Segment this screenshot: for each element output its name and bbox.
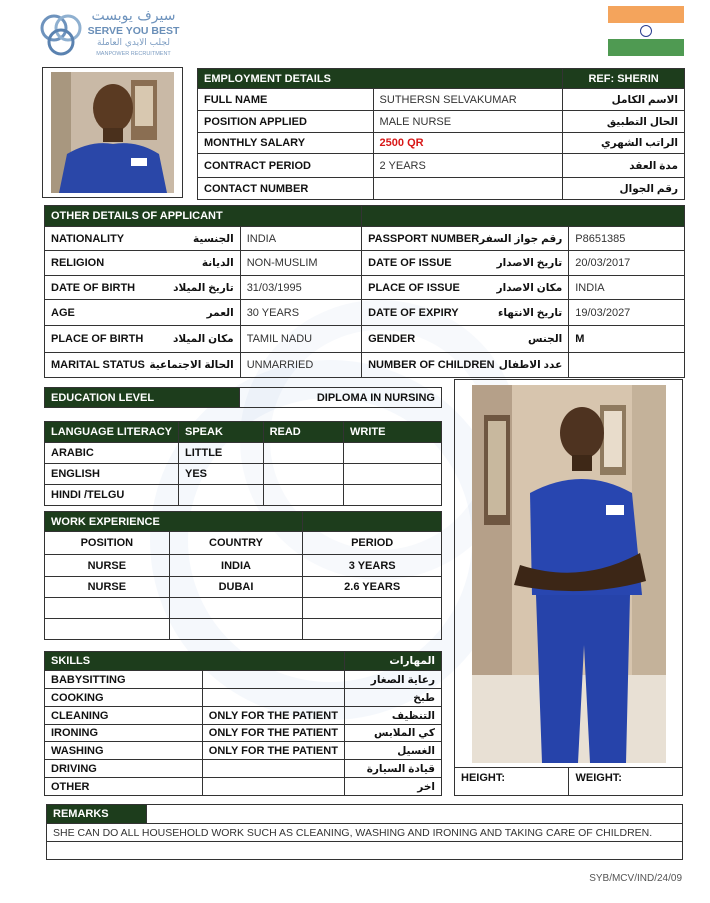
issue-date-value: 20/03/2017 xyxy=(569,251,685,276)
issue-place-label: PLACE OF ISSUE xyxy=(368,281,460,294)
speak-level: YES xyxy=(179,464,264,485)
language-header: LANGUAGE LITERACY xyxy=(45,422,179,443)
full-name-ar: الاسم الكامل xyxy=(563,89,685,111)
dob-ar: تاريخ الميلاد xyxy=(173,281,234,294)
skill-label: DRIVING xyxy=(45,760,203,778)
skill-ar: طبخ xyxy=(344,689,441,707)
physical-table xyxy=(454,767,683,796)
children-label: NUMBER OF CHILDREN xyxy=(368,359,495,371)
children-value xyxy=(569,353,685,378)
other-details-table xyxy=(44,205,685,378)
remarks-text: SHE CAN DO ALL HOUSEHOLD WORK SUCH AS CLEANING, WASHING AND IRONING AND TAKING CARE OF CHILDREN. xyxy=(47,824,683,842)
remarks-header: REMARKS xyxy=(47,805,147,824)
salary-ar: الراتب الشهري xyxy=(563,133,685,154)
language-name: ENGLISH xyxy=(45,464,179,485)
applicant-photo-large xyxy=(454,379,683,768)
position-ar: الحال التطبيق xyxy=(563,111,685,133)
country-column: COUNTRY xyxy=(169,532,303,555)
work-period: 3 YEARS xyxy=(303,555,442,577)
skill-ar: كي الملابس xyxy=(344,725,441,742)
issue-date-ar: تاريخ الاصدار xyxy=(496,257,563,269)
gender-value: M xyxy=(569,326,685,353)
write-level xyxy=(344,464,442,485)
skills-header-ar: المهارات xyxy=(344,652,441,671)
skill-value xyxy=(202,671,344,689)
height-label: HEIGHT: xyxy=(461,772,505,784)
read-level xyxy=(263,485,343,506)
passport-ar: رقم جواز السفر xyxy=(479,232,563,245)
issue-date-label: DATE OF ISSUE xyxy=(368,257,452,269)
language-name: ARABIC xyxy=(45,443,179,464)
write-header: WRITE xyxy=(344,422,442,443)
skill-ar: رعاية الصغار xyxy=(344,671,441,689)
period-column: PERIOD xyxy=(303,532,442,555)
birthplace-label: PLACE OF BIRTH xyxy=(51,333,144,345)
position-column: POSITION xyxy=(45,532,170,555)
work-period xyxy=(303,619,442,640)
language-name: HINDI /TELGU xyxy=(45,485,179,506)
logo-arabic-sub: لجلب الايدي العاملة xyxy=(97,38,170,48)
age-value: 30 YEARS xyxy=(240,300,361,326)
skill-label: CLEANING xyxy=(45,707,203,725)
skill-ar: الغسيل xyxy=(344,742,441,760)
speak-level xyxy=(179,485,264,506)
passport-label: PASSPORT NUMBER xyxy=(368,232,480,245)
children-ar: عدد الاطفال xyxy=(498,359,563,371)
india-flag xyxy=(608,6,684,56)
logo-arabic: سيرف يوبست xyxy=(91,8,176,24)
skill-value xyxy=(202,760,344,778)
work-position: NURSE xyxy=(45,555,170,577)
skill-value xyxy=(202,689,344,707)
expiry-ar: تاريخ الانتهاء xyxy=(498,306,563,319)
write-level xyxy=(344,485,442,506)
contact-ar: رقم الجوال xyxy=(563,178,685,200)
skill-value: ONLY FOR THE PATIENT xyxy=(202,725,344,742)
birthplace-ar: مكان الميلاد xyxy=(173,333,234,345)
work-position xyxy=(45,619,170,640)
dob-value: 31/03/1995 xyxy=(240,276,361,300)
dob-label: DATE OF BIRTH xyxy=(51,281,136,294)
skills-header: SKILLS xyxy=(45,652,345,671)
work-period: 2.6 YEARS xyxy=(303,577,442,598)
read-level xyxy=(263,464,343,485)
contract-value: 2 YEARS xyxy=(373,154,563,178)
person-portrait-icon xyxy=(51,72,174,193)
logo-tagline: MANPOWER RECRUITMENT xyxy=(96,51,171,57)
skill-label: BABYSITTING xyxy=(45,671,203,689)
read-level xyxy=(263,443,343,464)
contact-label: CONTACT NUMBER xyxy=(198,178,374,200)
read-header: READ xyxy=(263,422,343,443)
full-name-label: FULL NAME xyxy=(198,89,374,111)
nationality-ar: الجنسية xyxy=(192,232,234,245)
ref-label: REF: SHERIN xyxy=(563,69,685,89)
education-label: EDUCATION LEVEL xyxy=(45,388,240,408)
work-experience-table xyxy=(44,511,442,640)
person-fullbody-icon xyxy=(472,385,666,763)
skill-value xyxy=(202,778,344,796)
employment-header: EMPLOYMENT DETAILS xyxy=(198,69,563,89)
religion-value: NON-MUSLIM xyxy=(240,251,361,276)
expiry-value: 19/03/2027 xyxy=(569,300,685,326)
birthplace-value: TAMIL NADU xyxy=(240,326,361,353)
position-value: MALE NURSE xyxy=(373,111,563,133)
skill-ar: قيادة السيارة xyxy=(344,760,441,778)
education-table xyxy=(44,387,442,408)
education-value: DIPLOMA IN NURSING xyxy=(240,388,442,408)
skill-label: COOKING xyxy=(45,689,203,707)
work-country xyxy=(169,619,303,640)
contact-value xyxy=(373,178,563,200)
gender-label: GENDER xyxy=(368,333,416,345)
remarks-table xyxy=(46,804,683,860)
contract-label: CONTRACT PERIOD xyxy=(198,154,374,178)
skill-ar: التنظيف xyxy=(344,707,441,725)
work-country xyxy=(169,598,303,619)
contract-ar: مدة العقد xyxy=(563,154,685,178)
marital-value: UNMARRIED xyxy=(240,353,361,378)
speak-header: SPEAK xyxy=(179,422,264,443)
other-details-header: OTHER DETAILS OF APPLICANT xyxy=(45,206,362,227)
expiry-label: DATE OF EXPIRY xyxy=(368,306,459,319)
passport-value: P8651385 xyxy=(569,227,685,251)
work-header: WORK EXPERIENCE xyxy=(45,512,303,532)
language-table xyxy=(44,421,442,506)
skill-label: WASHING xyxy=(45,742,203,760)
work-position xyxy=(45,598,170,619)
nationality-label: NATIONALITY xyxy=(51,232,125,245)
document-code: SYB/MCV/IND/24/09 xyxy=(589,873,682,884)
work-position: NURSE xyxy=(45,577,170,598)
logo-rings-icon xyxy=(38,10,84,60)
skill-label: OTHER xyxy=(45,778,203,796)
skill-label: IRONING xyxy=(45,725,203,742)
skill-value: ONLY FOR THE PATIENT xyxy=(202,742,344,760)
marital-label: MARITAL STATUS xyxy=(51,359,145,371)
issue-place-ar: مكان الاصدار xyxy=(496,281,563,294)
employment-details-table xyxy=(197,68,685,200)
salary-value: 2500 QR xyxy=(373,133,563,154)
skills-table xyxy=(44,651,442,796)
weight-label: WEIGHT: xyxy=(575,772,622,784)
position-label: POSITION APPLIED xyxy=(198,111,374,133)
religion-ar: الديانة xyxy=(201,257,234,269)
work-country: DUBAI xyxy=(169,577,303,598)
skill-value: ONLY FOR THE PATIENT xyxy=(202,707,344,725)
write-level xyxy=(344,443,442,464)
work-period xyxy=(303,598,442,619)
skill-ar: اخر xyxy=(344,778,441,796)
age-label: AGE xyxy=(51,306,75,319)
age-ar: العمر xyxy=(206,306,234,319)
full-name-value: SUTHERSN SELVAKUMAR xyxy=(373,89,563,111)
marital-ar: الحالة الاجتماعية xyxy=(149,359,234,371)
chakra-icon xyxy=(640,25,652,37)
salary-label: MONTHLY SALARY xyxy=(198,133,374,154)
work-country: INDIA xyxy=(169,555,303,577)
gender-ar: الجنس xyxy=(528,333,563,345)
issue-place-value: INDIA xyxy=(569,276,685,300)
nationality-value: INDIA xyxy=(240,227,361,251)
speak-level: LITTLE xyxy=(179,443,264,464)
logo-english: SERVE YOU BEST xyxy=(87,25,180,37)
religion-label: RELIGION xyxy=(51,257,105,269)
company-logo xyxy=(38,8,183,62)
applicant-photo-small xyxy=(42,67,183,198)
